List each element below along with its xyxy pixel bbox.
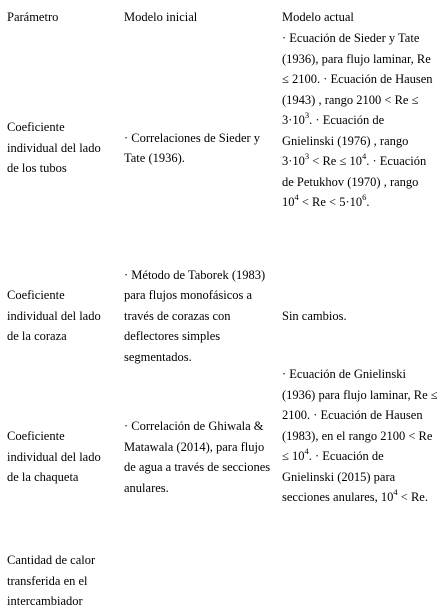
row-param-cell xyxy=(7,28,115,268)
superscript: 4 xyxy=(304,445,309,456)
superscript: 4 xyxy=(393,486,398,497)
table-row xyxy=(0,549,443,613)
table-header-row xyxy=(0,7,443,29)
initial-model-text: · Correlaciones de Sieder y Tate (1936). xyxy=(124,130,261,165)
header-parametro: Parámetro xyxy=(7,10,59,24)
param-label: Cantidad de calor transferida en el intercambiador xyxy=(7,553,96,609)
superscript: 6 xyxy=(362,191,367,202)
header-modelo-inicial: Modelo inicial xyxy=(124,10,198,24)
current-model-text: · Ecuación de Gnielinski (1936) para flujo laminar, Re ≤ 2100. · Ecuación de Hausen (1983), en el rango $2100 < Re \le 10^4$. · Ecuación de Gnielinski (2015) para secciones anulares, $10^4 < Re$. xyxy=(282,367,438,504)
superscript: 3 xyxy=(304,150,310,161)
initial-model-text: · Método de Taborek (1983) para flujos monofásicos a través de corazas con deflectores simples segmentados. xyxy=(124,267,266,364)
current-model-text: · Ecuación de Sieder y Tate (1936), para flujo laminar, Re ≤ 2100. · Ecuación de Hausen (1943) , rango $2100 < Re \le 3\cdot 10^3$. · Ecuación de Gnielinski (1976) , rango $3\cdot 10^3 < Re \le 10^4$. · Ecuación de Petukhov (1970) , rango $10^4 < Re < 5\cdot 10^6$. xyxy=(282,31,433,209)
row-initial-cell xyxy=(124,364,274,550)
table-row xyxy=(0,266,443,366)
row-param-cell xyxy=(7,266,115,366)
row-initial-cell xyxy=(124,266,274,366)
table-row xyxy=(0,364,443,550)
param-label: Coeficiente individual del lado de los tubos xyxy=(7,120,101,176)
header-modelo-actual: Modelo actual xyxy=(282,10,354,24)
param-label: Coeficiente individual del lado de la chaqueta xyxy=(7,429,101,485)
row-current-cell xyxy=(282,364,438,550)
superscript: 4 xyxy=(361,150,367,161)
row-initial-cell xyxy=(124,549,274,613)
superscript: 4 xyxy=(294,191,299,202)
row-current-cell xyxy=(282,549,438,613)
param-label: Coeficiente individual del lado de la coraza xyxy=(7,288,101,344)
superscript: 3 xyxy=(304,109,310,120)
table-row xyxy=(0,28,443,268)
row-initial-cell xyxy=(124,28,274,268)
row-current-cell xyxy=(282,28,438,268)
current-model-text: Sin cambios. xyxy=(282,308,347,323)
row-current-cell xyxy=(282,266,438,366)
row-param-cell xyxy=(7,549,115,613)
row-param-cell xyxy=(7,364,115,550)
initial-model-text: · Correlación de Ghiwala & Matawala (2014), para flujo de agua a través de secciones anulares. xyxy=(124,419,271,495)
